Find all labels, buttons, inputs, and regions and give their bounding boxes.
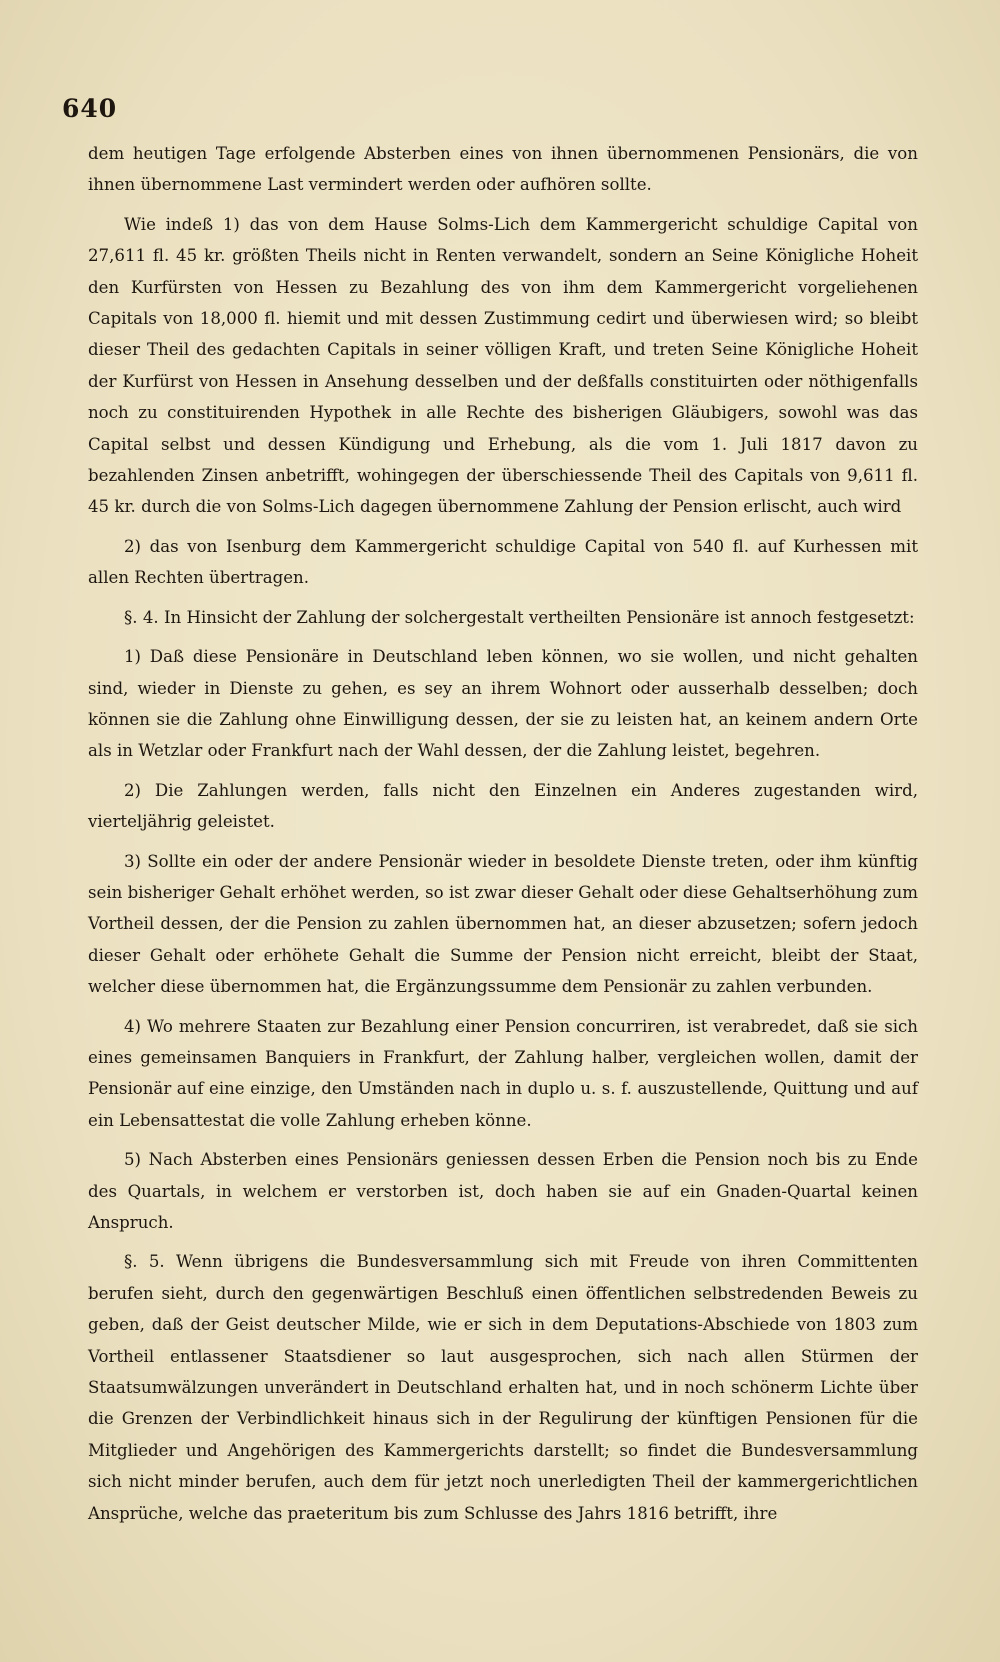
section-4-item-5: 5) Nach Absterben eines Pensionärs geniessen dessen Erben die Pension noch bis zu Ende des Quartals, in welchem er verstorben ist, doch haben sie auf ein Gnaden-Quartal keinen Anspruch.	[88, 1150, 918, 1232]
page-number: 640	[62, 94, 118, 123]
section-4-item-3: 3) Sollte ein oder der andere Pensionär wieder in besoldete Dienste treten, oder ihm künftig sein bisheriger Gehalt erhöhet werden, so ist zwar dieser Gehalt oder diese Gehaltserhöhung zum Vortheil dessen, der die Pension zu zahlen übernommen hat, an dieser abzusetzen; sofern jedoch dieser Gehalt oder erhöhete Gehalt die Summe der Pension nicht erreicht, bleibt der Staat, welcher diese übernommen hat, die Ergänzungssumme dem Pensionär zu zahlen verbunden.	[88, 851, 918, 997]
page-body	[88, 138, 918, 1537]
section-4-heading: §. 4. In Hinsicht der Zahlung der solchergestalt vertheilten Pensionäre ist annoch festgesetzt:	[124, 607, 915, 627]
paragraph-capital-isenburg: 2) das von Isenburg dem Kammergericht schuldige Capital von 540 fl. auf Kurhessen mit allen Rechten übertragen.	[88, 536, 918, 588]
paragraph-continuation: dem heutigen Tage erfolgende Absterben eines von ihnen übernommenen Pensionärs, die von ihnen übernommene Last vermindert werden oder aufhören sollte.	[88, 144, 918, 195]
section-5-paragraph: §. 5. Wenn übrigens die Bundesversammlung sich mit Freude von ihren Committenten berufen sieht, durch den gegenwärtigen Beschluß einen öffentlichen selbstredenden Beweis zu geben, daß der Geist deutscher Milde, wie er sich in dem Deputations-Abschiede von 1803 zum Vortheil entlassener Staatsdiener so laut ausgesprochen, sich nach allen Stürmen der Staatsumwälzungen unverändert in Deutschland erhalten hat, und in noch schönerm Lichte über die Grenzen der Verbindlichkeit hinaus sich in der Regulirung der künftigen Pensionen für die Mitglieder und Angehörigen des Kammergerichts darstellt; so findet die Bundesversammlung sich nicht minder berufen, auch dem für jetzt noch unerledigten Theil der kammergerichtlichen Ansprüche, welche das praeteritum bis zum Schlusse des Jahrs 1816 betrifft, ihre	[88, 1252, 918, 1523]
section-4-item-2: 2) Die Zahlungen werden, falls nicht den Einzelnen ein Anderes zugestanden wird, vierteljährig geleistet.	[88, 780, 918, 832]
section-4-item-1: 1) Daß diese Pensionäre in Deutschland leben können, wo sie wollen, und nicht gehalten sind, wieder in Dienste zu gehen, es sey an ihrem Wohnort oder ausserhalb desselben; doch können sie die Zahlung ohne Einwilligung dessen, der sie zu leisten hat, an keinem andern Orte als in Wetzlar oder Frankfurt nach der Wahl dessen, der die Zahlung leistet, begehren.	[88, 647, 918, 761]
paragraph-capital-solms-lich: Wie indeß 1) das von dem Hause Solms-Lich dem Kammergericht schuldige Capital von 27,611 fl. 45 kr. größten Theils nicht in Renten verwandelt, sondern an Seine Königliche Hoheit den Kurfürsten von Hessen zu Bezahlung des von ihm dem Kammergericht vorgeliehenen Capitals von 18,000 fl. hiemit und mit dessen Zustimmung cedirt und überwiesen wird; so bleibt dieser Theil des gedachten Capitals in seiner völligen Kraft, und treten Seine Königliche Hoheit der Kurfürst von Hessen in Ansehung desselben und der deßfalls constituirten oder nöthigenfalls noch zu constituirenden Hypothek in alle Rechte des bisherigen Gläubigers, sowohl was das Capital selbst und dessen Kündigung und Erhebung, als die vom 1. Juli 1817 davon zu bezahlenden Zinsen anbetrifft, wohingegen der überschiessende Theil des Capitals von 9,611 fl. 45 kr. durch die von Solms-Lich dagegen übernommene Zahlung der Pension erlischt, auch wird	[88, 214, 918, 517]
section-4-item-4: 4) Wo mehrere Staaten zur Bezahlung einer Pension concurriren, ist verabredet, daß sie sich eines gemeinsamen Banquiers in Frankfurt, der Zahlung halber, vergleichen wollen, damit der Pensionär auf eine einzige, den Umständen nach in duplo u. s. f. auszustellende, Quittung und auf ein Lebensattestat die volle Zahlung erheben könne.	[88, 1016, 918, 1130]
